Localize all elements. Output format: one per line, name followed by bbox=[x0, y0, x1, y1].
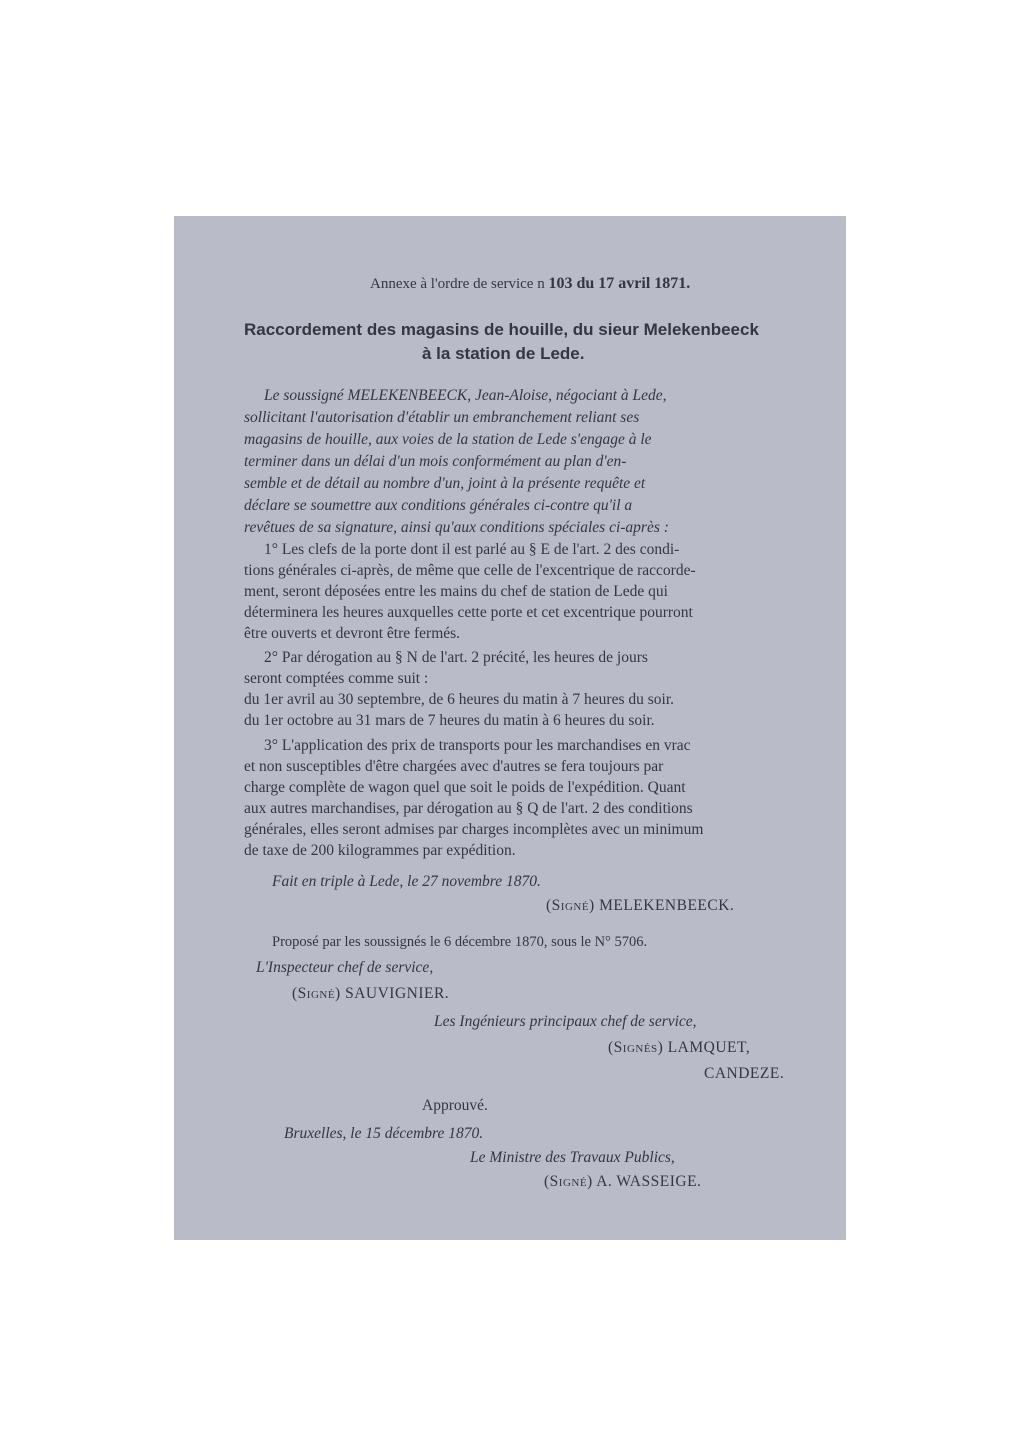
condition-1-line: 1° Les clefs de la porte dont il est parlé au § E de l'art. 2 des condi- bbox=[264, 541, 680, 558]
request-line: magasins de houille, aux voies de la station de Lede s'engage à le bbox=[244, 431, 652, 448]
condition-3-line: charge complète de wagon quel que soit le poids de l'expédition. Quant bbox=[244, 779, 686, 796]
minister-signed: (Signé) A. WASSEIGE. bbox=[544, 1173, 702, 1190]
document-title-line-2: à la station de Lede. bbox=[422, 344, 585, 363]
condition-2-line: 2° Par dérogation au § N de l'art. 2 précité, les heures de jours bbox=[264, 649, 648, 666]
condition-1-line: ment, seront déposées entre les mains du chef de station de Lede qui bbox=[244, 583, 668, 600]
request-line: revêtues de sa signature, ainsi qu'aux conditions spéciales ci-après : bbox=[244, 519, 669, 536]
condition-2-line: du 1er avril au 30 septembre, de 6 heures du matin à 7 heures du soir. bbox=[244, 691, 675, 708]
condition-1-line: déterminera les heures auxquelles cette porte et cet excentrique pourront bbox=[244, 604, 693, 621]
condition-1-line: tions générales ci-après, de même que celle de l'excentrique de raccorde- bbox=[244, 562, 696, 579]
approval-place-date: Bruxelles, le 15 décembre 1870. bbox=[284, 1125, 484, 1142]
condition-3-line: de taxe de 200 kilogrammes par expédition. bbox=[244, 842, 516, 859]
annexe-prefix: Annexe à l'ordre de service n bbox=[370, 276, 545, 292]
request-line: terminer dans un délai d'un mois conformément au plan d'en- bbox=[244, 453, 627, 470]
condition-1-line: être ouverts et devront être fermés. bbox=[244, 625, 461, 642]
annexe-number: 103 du 17 avril 1871. bbox=[548, 275, 691, 292]
signature-place-date: Fait en triple à Lede, le 27 novembre 1870. bbox=[272, 873, 541, 890]
inspector-title: L'Inspecteur chef de service, bbox=[256, 959, 434, 976]
condition-3-line: générales, elles seront admises par charges incomplètes avec un minimum bbox=[244, 821, 704, 838]
condition-3-line: aux autres marchandises, par dérogation au § Q de l'art. 2 des conditions bbox=[244, 800, 693, 817]
scanned-page bbox=[174, 216, 846, 1240]
proposal-line: Proposé par les soussignés le 6 décembre 1870, sous le N° 5706. bbox=[272, 934, 648, 950]
condition-3-line: et non susceptibles d'être chargées avec d'autres se fera toujours par bbox=[244, 758, 664, 775]
engineers-title: Les Ingénieurs principaux chef de service, bbox=[434, 1013, 697, 1030]
minister-title: Le Ministre des Travaux Publics, bbox=[470, 1149, 675, 1166]
condition-3-line: 3° L'application des prix de transports pour les marchandises en vrac bbox=[264, 737, 691, 754]
engineers-signed-1: (Signés) LAMQUET, bbox=[608, 1039, 751, 1056]
engineers-signed-2: CANDEZE. bbox=[704, 1065, 785, 1082]
annexe-reference bbox=[370, 274, 690, 294]
inspector-signed: (Signé) SAUVIGNIER. bbox=[292, 985, 450, 1002]
approval-label: Approuvé. bbox=[422, 1097, 488, 1114]
request-line: sollicitant l'autorisation d'établir un embranchement reliant ses bbox=[244, 409, 640, 426]
request-line: Le soussigné MELEKENBEECK, Jean-Aloise, négociant à Lede, bbox=[264, 387, 667, 404]
request-line: semble et de détail au nombre d'un, joint à la présente requête et bbox=[244, 475, 646, 492]
condition-2-line: seront comptées comme suit : bbox=[244, 670, 429, 687]
signature-signed: (Signé) MELEKENBEECK. bbox=[546, 897, 735, 914]
request-line: déclare se soumettre aux conditions générales ci-contre qu'il a bbox=[244, 497, 633, 514]
condition-2-line: du 1er octobre au 31 mars de 7 heures du matin à 6 heures du soir. bbox=[244, 712, 655, 729]
document-title-line-1: Raccordement des magasins de houille, du sieur Melekenbeeck bbox=[244, 320, 759, 339]
